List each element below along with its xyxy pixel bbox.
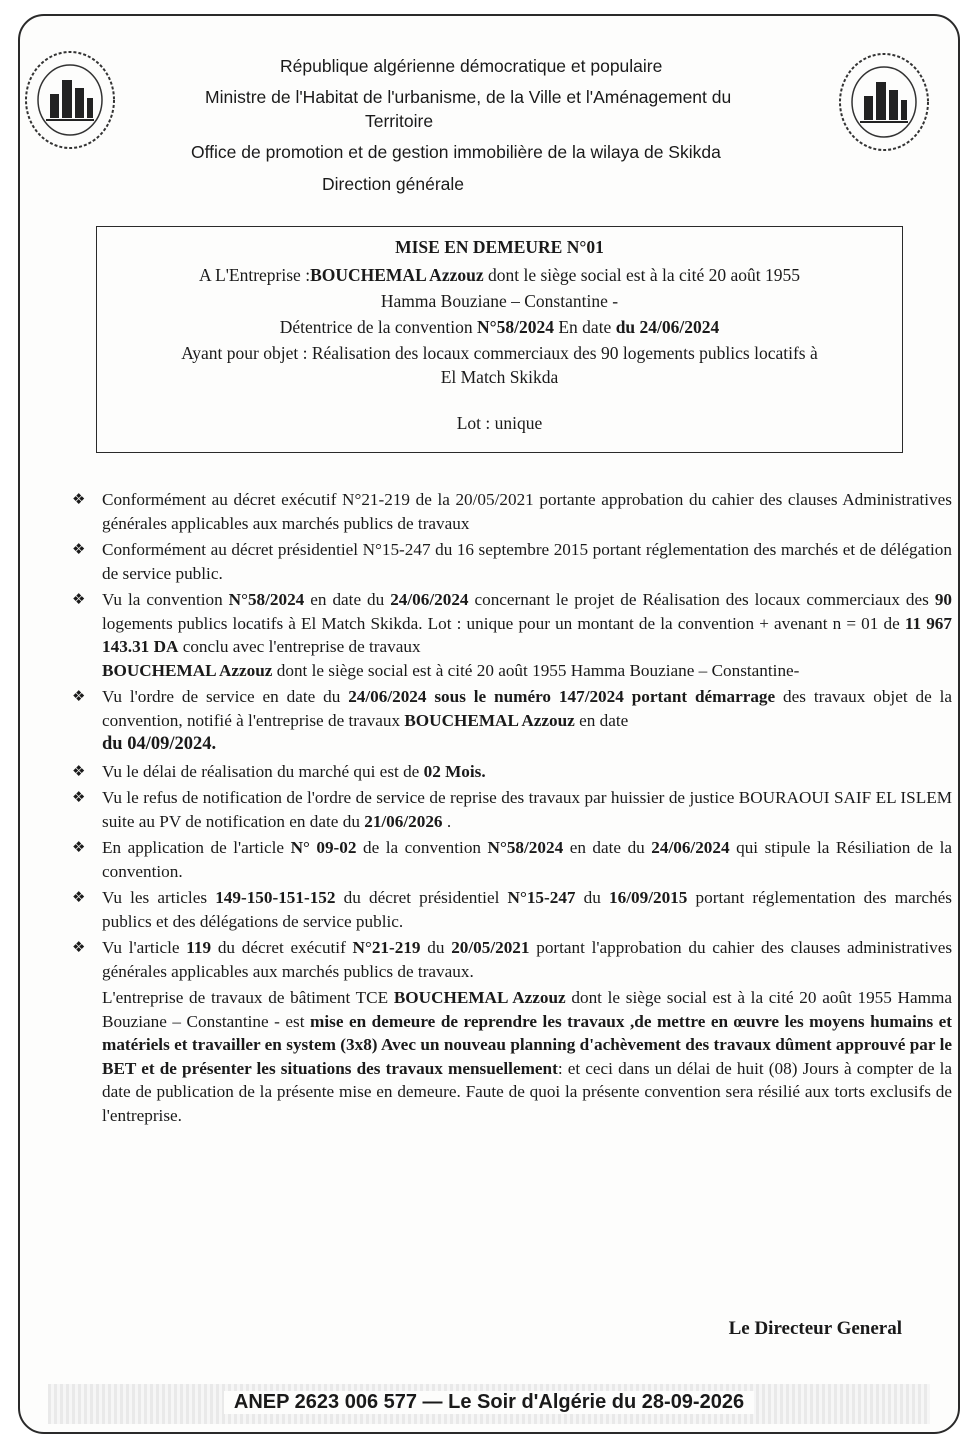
convention-number: N°58/2024 xyxy=(476,317,554,337)
clause-bold: 119 xyxy=(186,938,212,957)
opgi-seal-left-logo xyxy=(22,48,118,152)
clause-item xyxy=(68,588,952,682)
clause-item xyxy=(68,685,952,757)
clause-bold: BOUCHEMAL Azzouz xyxy=(404,710,575,730)
clause-text: Conformément au décret exécutif N°21-219 de la 20/05/2021 portante approbation du cahier des clauses Administratives générales applicables aux marchés publics de travaux xyxy=(102,490,952,533)
clause-text: conclu avec l'entreprise de travaux xyxy=(178,637,421,656)
company-prefix: A L'Entreprise : xyxy=(199,265,311,285)
clause-text: logements publics locatifs à El Match Skikda. Lot : unique pour un montant de la convention + avenant n = 01 de xyxy=(102,613,905,633)
header-ministry: Ministre de l'Habitat de l'urbanisme, de la Ville et l'Aménagement du xyxy=(205,87,732,107)
convention-date: du 24/06/2024 xyxy=(615,317,720,337)
clause-bold: N°58/2024 xyxy=(487,838,564,857)
convention-mid: En date xyxy=(553,317,616,337)
clause-text: Vu les articles xyxy=(102,888,216,907)
conclusion-text: dont le siège social est à la cité 20 août 1955 Hamma Bouziane – Constantine - est xyxy=(102,988,952,1031)
header-office: Office de promotion et de gestion immobilière de la wilaya de Skikda xyxy=(191,142,721,162)
clause-item xyxy=(68,488,952,535)
diamond-bullet-icon: ❖ xyxy=(72,788,86,806)
clause-text: Vu la convention xyxy=(102,590,229,609)
clause-bold: 90 xyxy=(934,590,952,609)
notice-box xyxy=(96,226,903,453)
clause-text: concernant le projet de Réalisation des locaux commerciaux des xyxy=(468,590,935,609)
clause-text: Vu le délai de réalisation du marché qui est de xyxy=(102,761,424,781)
clause-bold: 24/06/2024 xyxy=(390,590,469,609)
conclusion-bold: BOUCHEMAL Azzouz xyxy=(393,988,566,1007)
diamond-bullet-icon: ❖ xyxy=(72,888,86,906)
notice-convention-line xyxy=(97,317,902,337)
diamond-bullet-icon: ❖ xyxy=(72,540,86,558)
diamond-bullet-icon: ❖ xyxy=(72,761,86,780)
clause-text: du xyxy=(420,938,452,957)
diamond-bullet-icon: ❖ xyxy=(72,687,86,705)
notice-title: MISE EN DEMEURE N°01 xyxy=(395,237,604,257)
clause-bold: 21/06/2026 xyxy=(364,811,443,831)
clause-text: qui stipule la Résiliation de la convention. xyxy=(102,838,952,881)
clause-text: de la convention xyxy=(356,838,488,857)
clause-text: En application de l'article xyxy=(102,838,291,857)
clause-bold: N° 09-02 xyxy=(290,838,357,857)
clause-text: portant réglementation des marchés publics et des délégations de service public. xyxy=(102,888,952,931)
diamond-bullet-icon: ❖ xyxy=(72,838,86,856)
clause-item xyxy=(68,760,952,784)
clause-text: Vu l'article xyxy=(102,938,187,957)
clause-bold: N°58/2024 xyxy=(228,590,305,609)
clause-item xyxy=(68,886,952,933)
clause-bold: N°21-219 xyxy=(352,938,421,957)
convention-prefix: Détentrice de la convention xyxy=(279,317,477,337)
clause-bold: N°15-247 xyxy=(507,888,576,907)
clause-item xyxy=(68,836,952,883)
notice-lot: Lot : unique xyxy=(456,413,543,433)
clauses-body xyxy=(68,488,952,1130)
clause-bold: 02 Mois. xyxy=(423,761,486,781)
conclusion-bold: mise en demeure de reprendre les travaux ,de mettre en œuvre les moyens humains et matériels et travailler en system (3x8) Avec un nouveau planning d'achèvement des travaux dûment approuvé par le BET et de présenter les situations des travaux mensuellement xyxy=(102,1011,953,1078)
clause-item xyxy=(68,786,952,833)
clause-text: en date du xyxy=(563,838,652,857)
clause-bold: 24/06/2024 sous le numéro 147/2024 portant démarrage xyxy=(348,687,776,706)
clause-bold: 11 967 143.31 DA xyxy=(102,613,952,656)
notice-object-line1: Ayant pour objet : Réalisation des locaux commerciaux des 90 logements publics locatifs à xyxy=(181,343,818,363)
clause-bold: 16/09/2015 xyxy=(609,888,688,907)
clause-item xyxy=(68,936,952,983)
opgi-seal-right-logo xyxy=(836,50,932,154)
notice-object-line2: El Match Skikda xyxy=(440,367,559,387)
signature: Le Directeur General xyxy=(728,1318,902,1339)
header-direction: Direction générale xyxy=(322,174,465,194)
clause-text: dont le siège social est à cité 20 août 1955 Hamma Bouziane – Constantine- xyxy=(272,660,800,680)
clause-item xyxy=(68,538,952,585)
conclusion-text: : et ceci dans un délai de huit (08) Jours à compter de la date de publication de la présente mise en demeure. Faute de quoi la présente convention sera résilié aux torts exclusifs de l'entreprise. xyxy=(102,1058,952,1125)
diamond-bullet-icon: ❖ xyxy=(72,938,86,956)
clause-text: Vu le refus de notification de l'ordre de service de reprise des travaux par huissier de justice BOURAOUI SAIF EL ISLEM suite au PV de notification en date du xyxy=(102,788,952,831)
clause-text: en date du xyxy=(304,590,391,609)
header-ministry-cont: Territoire xyxy=(365,111,434,131)
diamond-bullet-icon: ❖ xyxy=(72,590,86,608)
clause-text: du décret exécutif xyxy=(211,938,353,957)
clause-bold: 20/05/2021 xyxy=(451,938,530,957)
company-name: BOUCHEMAL Azzouz xyxy=(310,265,484,285)
clause-text: du xyxy=(575,888,610,907)
clause-text: portant l'approbation du cahier des clauses administratives générales applicables aux marchés publics de travaux. xyxy=(102,938,953,981)
footer-banner xyxy=(48,1384,930,1424)
footer-publication: ANEP 2623 006 577 — Le Soir d'Algérie du 28-09-2026 xyxy=(224,1391,754,1414)
company-suffix: dont le siège social est à la cité 20 août 1955 xyxy=(483,265,800,285)
clause-text: . xyxy=(442,811,452,831)
clause-bold: 24/06/2024 xyxy=(651,838,730,857)
notice-address: Hamma Bouziane – Constantine - xyxy=(380,291,619,311)
notice-company-line xyxy=(97,265,902,285)
clause-text: en date xyxy=(574,710,629,730)
clause-text: Vu l'ordre de service en date du xyxy=(102,687,349,706)
conclusion-paragraph xyxy=(68,986,952,1127)
header-republic: République algérienne démocratique et populaire xyxy=(280,56,663,76)
diamond-bullet-icon: ❖ xyxy=(72,490,86,508)
clause-bold: du 04/09/2024. xyxy=(102,734,217,754)
clause-text: Conformément au décret présidentiel N°15-247 du 16 septembre 2015 portant réglementation des marchés et de délégation de service public. xyxy=(102,540,952,583)
clause-text: du décret présidentiel xyxy=(335,888,508,907)
clause-bold: 149-150-151-152 xyxy=(215,888,336,907)
clause-text: des travaux objet de la convention, notifié à l'entreprise de travaux xyxy=(102,687,952,730)
conclusion-text: L'entreprise de travaux de bâtiment TCE xyxy=(102,988,394,1007)
clause-bold: BOUCHEMAL Azzouz xyxy=(102,660,273,680)
